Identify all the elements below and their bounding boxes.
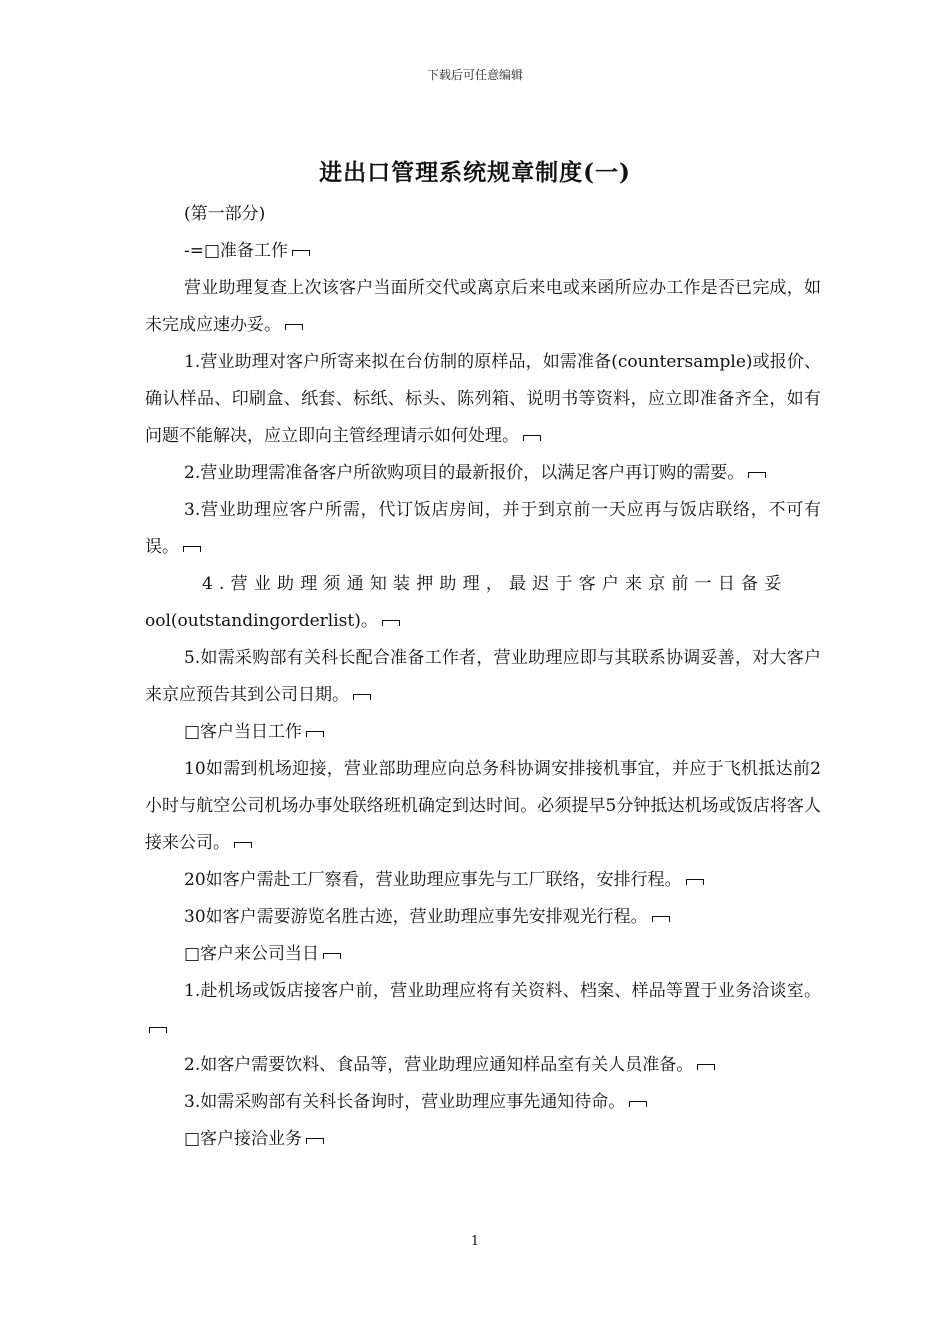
paragraph: 20如客户需赴工厂察看，营业助理应事先与工厂联络，安排行程。 (145, 862, 821, 899)
section-heading: □客户接洽业务 (145, 1121, 821, 1158)
paragraph: 5.如需采购部有关科长配合准备工作者，营业助理应即与其联系协调妥善，对大客户来京应预告其到公司日期。 (145, 648, 821, 705)
paragraph-mark-icon (182, 544, 202, 552)
paragraph-mark-icon (381, 618, 401, 626)
section-heading: □客户当日工作 (145, 714, 821, 751)
paragraph-mark-icon (233, 840, 253, 848)
paragraph: 4.营业助理须通知装押助理，最迟于客户来京前一日备妥 (202, 574, 788, 594)
paragraph-mark-icon (522, 433, 542, 441)
paragraph: 营业助理复查上次该客户当面所交代或离京后来电或来函所应办工作是否已完成，如未完成应速办妥。 (145, 278, 821, 335)
paragraph-mark-icon (352, 692, 372, 700)
paragraph: 2.营业助理需准备客户所欲购项目的最新报价，以满足客户再订购的需要。 (145, 455, 821, 492)
paragraph-mark-icon (651, 914, 671, 922)
paragraph: 1.赴机场或饭店接客户前，营业助理应将有关资料、档案、样品等置于业务洽谈室。 (145, 973, 821, 1047)
paragraph: 3.营业助理应客户所需，代订饭店房间，并于到京前一天应再与饭店联络，不可有误。 (145, 500, 821, 557)
paragraph-mark-icon (696, 1062, 716, 1070)
paragraph: 1.营业助理对客户所寄来拟在台仿制的原样品，如需准备(countersample)或报价、确认样品、印刷盒、纸套、标纸、标头、陈列箱、说明书等资料，应立即准备齐全，如有问题不能解决，应立即向主管经理请示如何处理。 (145, 352, 821, 446)
document-body (145, 196, 821, 1158)
paragraph-mark-icon (305, 1136, 325, 1144)
paragraph-mark-icon (305, 729, 325, 737)
paragraph: 30如客户需要游览名胜古迹，营业助理应事先安排观光行程。 (145, 899, 821, 936)
paragraph-mark-icon (747, 470, 767, 478)
paragraph-continuation: ool(outstandingorderlist)。 (145, 603, 821, 640)
section-heading: -=□准备工作 (145, 233, 821, 270)
document-title: 进出口管理系统规章制度(一) (319, 159, 631, 186)
paragraph: 3.如需采购部有关科长备询时，营业助理应事先通知待命。 (145, 1084, 821, 1121)
section-heading: □客户来公司当日 (145, 936, 821, 973)
paragraph-mark-icon (685, 877, 705, 885)
page-number: 1 (470, 1234, 480, 1249)
paragraph: 2.如客户需要饮料、食品等，营业助理应通知样品室有关人员准备。 (145, 1047, 821, 1084)
paragraph-mark-icon (291, 248, 311, 256)
paragraph: (第一部分) (184, 204, 266, 224)
paragraph-mark-icon (284, 322, 304, 330)
paragraph-mark-icon (628, 1099, 648, 1107)
paragraph: 10如需到机场迎接，营业部助理应向总务科协调安排接机事宜，并应于飞机抵达前2小时与航空公司机场办事处联络班机确定到达时间。必须提早5分钟抵达机场或饭店将客人接来公司。 (145, 759, 821, 853)
page-header: 下载后可任意编辑 (426, 68, 523, 82)
paragraph-mark-icon (322, 951, 342, 959)
paragraph-mark-icon (148, 1025, 168, 1033)
